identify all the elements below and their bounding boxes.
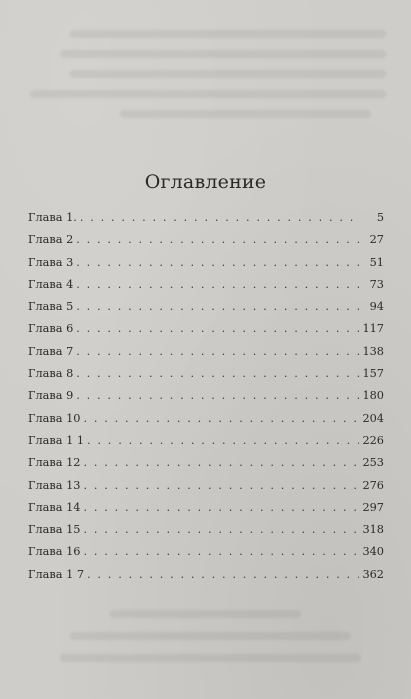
toc-row[interactable] bbox=[28, 541, 384, 563]
toc-leader-dots bbox=[76, 252, 359, 274]
toc-row[interactable] bbox=[28, 452, 384, 474]
toc-row[interactable] bbox=[28, 229, 384, 251]
toc-row[interactable] bbox=[28, 207, 384, 229]
toc-row[interactable] bbox=[28, 385, 384, 407]
toc-leader-dots bbox=[76, 296, 359, 318]
toc-row[interactable] bbox=[28, 497, 384, 519]
toc-chapter-label: Глава 8 bbox=[28, 367, 74, 381]
toc-page-number: 362 bbox=[362, 567, 384, 581]
toc-row[interactable] bbox=[28, 341, 384, 363]
show-through-line bbox=[70, 70, 386, 78]
toc-chapter-label: Глава 1. bbox=[28, 211, 77, 224]
toc-leader-dots bbox=[83, 497, 359, 519]
toc-leader-dots bbox=[83, 408, 359, 430]
toc-leader-dots bbox=[76, 229, 359, 251]
toc-page-number: 138 bbox=[362, 344, 384, 358]
page-title: Оглавление bbox=[144, 171, 267, 193]
toc-leader-dots bbox=[83, 452, 359, 474]
toc-row[interactable] bbox=[28, 519, 384, 541]
show-through-line bbox=[60, 654, 361, 662]
show-through-line bbox=[60, 50, 386, 58]
toc-row[interactable] bbox=[28, 430, 384, 452]
toc-leader-dots bbox=[83, 475, 359, 497]
toc-row[interactable] bbox=[28, 475, 384, 497]
toc-page-number: 297 bbox=[362, 500, 384, 514]
toc-page-number: 204 bbox=[362, 411, 384, 425]
toc-chapter-label: Глава 4 bbox=[28, 277, 74, 291]
toc-leader-dots bbox=[87, 430, 359, 452]
toc-chapter-label: Глава 10 bbox=[28, 411, 81, 425]
toc-page-number: 253 bbox=[362, 456, 384, 470]
toc-chapter-label: Глава 7 bbox=[28, 344, 74, 358]
show-through-line bbox=[70, 632, 351, 640]
toc-leader-dots bbox=[76, 341, 359, 363]
toc-chapter-label: Глава 2 bbox=[28, 233, 74, 247]
toc-page-number: 27 bbox=[369, 233, 384, 247]
toc-chapter-label: Глава 5 bbox=[28, 300, 74, 314]
toc-page-number: 157 bbox=[362, 367, 384, 381]
show-through-line bbox=[110, 610, 301, 618]
toc-page-number: 51 bbox=[369, 255, 384, 269]
toc-chapter-label: Глава 6 bbox=[28, 322, 74, 336]
toc-chapter-label: Глава 1 1 bbox=[28, 433, 85, 447]
toc-page-number: 5 bbox=[376, 211, 384, 224]
toc-chapter-label: Глава 13 bbox=[28, 478, 81, 492]
toc-chapter-label: Глава 16 bbox=[28, 545, 81, 559]
toc-leader-dots bbox=[83, 519, 359, 541]
toc-page-number: 117 bbox=[362, 322, 384, 336]
toc-leader-dots bbox=[76, 363, 359, 385]
toc-chapter-label: Глава 15 bbox=[28, 523, 81, 537]
toc-chapter-label: Глава 9 bbox=[28, 389, 74, 403]
toc-row[interactable] bbox=[28, 318, 384, 340]
toc-row[interactable] bbox=[28, 252, 384, 274]
table-of-contents bbox=[28, 207, 384, 586]
toc-row[interactable] bbox=[28, 363, 384, 385]
toc-page-number: 180 bbox=[362, 389, 384, 403]
toc-chapter-label: Глава 14 bbox=[28, 500, 81, 514]
toc-leader-dots bbox=[76, 274, 359, 296]
toc-chapter-label: Глава 1 7 bbox=[28, 567, 85, 581]
toc-leader-dots bbox=[87, 564, 359, 586]
toc-leader-dots bbox=[76, 318, 359, 340]
toc-row[interactable] bbox=[28, 408, 384, 430]
toc-chapter-label: Глава 3 bbox=[28, 255, 74, 269]
toc-leader-dots bbox=[83, 541, 359, 563]
toc-page-number: 340 bbox=[362, 545, 384, 559]
toc-leader-dots bbox=[76, 385, 359, 407]
toc-row[interactable] bbox=[28, 296, 384, 318]
toc-page-number: 318 bbox=[362, 523, 384, 537]
toc-page-number: 276 bbox=[362, 478, 384, 492]
toc-page-number: 94 bbox=[369, 300, 384, 314]
show-through-line bbox=[30, 90, 386, 98]
toc-page-number: 226 bbox=[362, 433, 384, 447]
show-through-line bbox=[120, 110, 371, 118]
toc-leader-dots bbox=[80, 207, 359, 229]
show-through-line bbox=[70, 30, 386, 38]
toc-page-number: 73 bbox=[369, 277, 384, 291]
toc-chapter-label: Глава 12 bbox=[28, 456, 81, 470]
toc-row[interactable] bbox=[28, 274, 384, 296]
toc-row[interactable] bbox=[28, 564, 384, 586]
